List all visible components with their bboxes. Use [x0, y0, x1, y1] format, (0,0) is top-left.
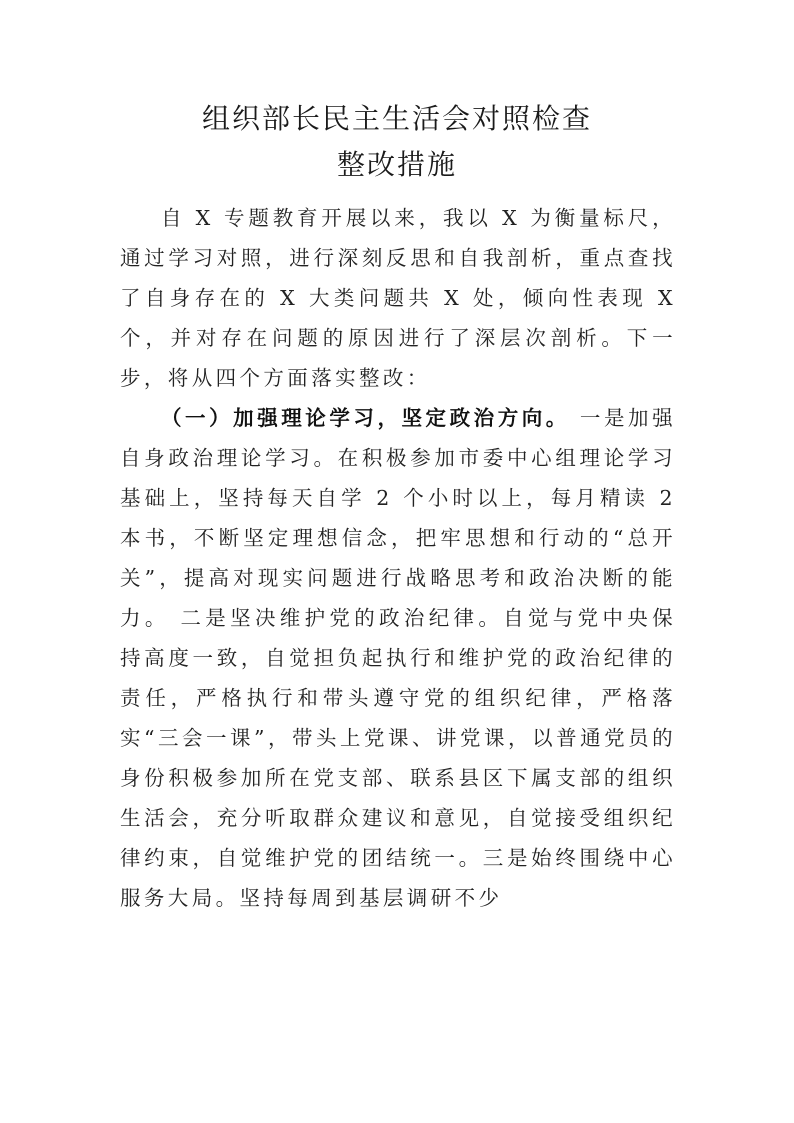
- title-line-2: 整改措施: [336, 148, 457, 181]
- title-line-1: 组织部长民主生活会对照检查: [201, 102, 592, 135]
- section-1-heading: （一）加强理论学习，坚定政治方向。: [161, 406, 570, 430]
- section-1-paragraph: [120, 398, 676, 918]
- intro-paragraph: 自 X 专题教育开展以来，我以 X 为衡量标尺，通过学习对照，进行深刻反思和自我剖析，重点查找了自身存在的 X 大类问题共 X 处，倾向性表现 X 个，并对存在问题的原因进行了深层次剖析。下一步，将从四个方面落实整改：: [120, 206, 676, 390]
- document-body: [120, 198, 676, 918]
- document-title: [0, 96, 794, 188]
- section-1-body: 一是加强自身政治理论学习。在积极参加市委中心组理论学习基础上，坚持每天自学 2 个小时以上，每月精读 2 本书，不断坚定理想信念，把牢思想和行动的“总开关”，提高对现实问题进行战略思考和政治决断的能力。 二是坚决维护党的政治纪律。自觉与党中央保持高度一致，自觉担负起执行和维护党的政治纪律的责任，严格执行和带头遵守党的组织纪律，严格落实“三会一课”，带头上党课、讲党课，以普通党员的身份积极参加所在党支部、联系县区下属支部的组织生活会，充分听取群众建议和意见，自觉接受组织纪律约束，自觉维护党的团结统一。三是始终围绕中心服务大局。坚持每周到基层调研不少: [120, 406, 676, 910]
